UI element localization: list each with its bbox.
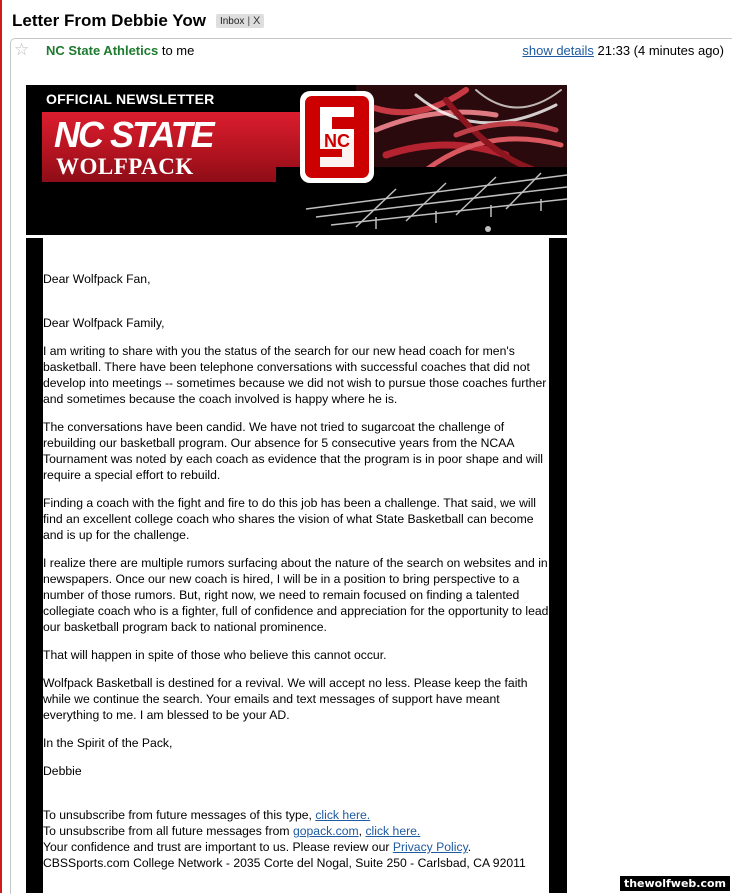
- inbox-label-text: Inbox: [219, 15, 245, 27]
- footer-unsubscribe-all: To unsubscribe from all future messages from gopack.com, click here.: [43, 824, 421, 838]
- sender-name[interactable]: NC State Athletics: [46, 43, 159, 58]
- nc-state-logo-icon: [294, 87, 380, 187]
- unsub-type-link[interactable]: click here.: [315, 808, 371, 822]
- show-details-link[interactable]: show details: [522, 43, 594, 58]
- subject-row: [12, 10, 264, 32]
- brand-title: NC STATE: [54, 114, 213, 155]
- message-time: 21:33 (4 minutes ago): [597, 43, 724, 58]
- unsub-all-link[interactable]: click here.: [365, 824, 421, 838]
- newsletter-header-label: OFFICIAL NEWSLETTER: [46, 91, 215, 107]
- inbox-label-chip[interactable]: [216, 14, 264, 28]
- footer-unsubscribe-type: [43, 807, 549, 823]
- brand-subtitle: WOLFPACK: [56, 154, 194, 179]
- recipient-text: to me: [161, 43, 195, 58]
- gopack-link[interactable]: gopack.com: [292, 824, 359, 838]
- remove-label-button[interactable]: X: [253, 15, 261, 27]
- letter-body: [43, 238, 549, 893]
- svg-text:NC: NC: [324, 131, 350, 151]
- letter-paragraph: Wolfpack Basketball is destined for a revival. We will accept no less. Please keep the faith while we continue the search. Your emails and text messages of support have meant everything to me. I am blessed to be your AD.: [43, 676, 528, 722]
- unsub-type-text: To unsubscribe from future messages of this type,: [43, 808, 312, 822]
- star-icon[interactable]: ☆: [14, 40, 30, 59]
- unsub-all-text: To unsubscribe from all future messages from: [43, 824, 290, 838]
- letter-paragraph: That will happen in spite of those who believe this cannot occur.: [43, 648, 387, 662]
- letter-paragraph: I realize there are multiple rumors surfacing about the nature of the search on websites and in newspapers. Once our new coach is hired, I will be in a position to bring perspective to a number of those rumors. But, right now, we need to remain focused on finding a talented collegiate coach who is a fighter, full of confidence and appreciation for the opportunity to lead our basketball program back to national prominence.: [43, 556, 549, 634]
- letter-paragraph: The conversations have been candid. We have not tried to sugarcoat the challenge of rebuilding our basketball program. Our absence for 5 consecutive years from the NCAA Tournament was noted by each coach as evidence that the program is in poor shape and will require a special effort to rebuild.: [43, 420, 543, 482]
- closing-line: In the Spirit of the Pack,: [43, 736, 173, 750]
- label-separator: |: [247, 15, 251, 27]
- letter-paragraph: I am writing to share with you the status of the search for our new head coach for men's basketball. There have been telephone conversations with successful coaches that did not develop into meetings -- sometimes because we did not wish to pursue those coaches further and sometimes because the coach involved is happy where he is.: [43, 344, 547, 406]
- privacy-policy-link[interactable]: Privacy Policy: [392, 840, 468, 854]
- left-accent-bar: [0, 0, 2, 893]
- letter-paragraph: Finding a coach with the fight and fire to do this job has been a challenge. That said, we will find an excellent college coach who shares the vision of what State Basketball can become and is up for the challenge.: [43, 496, 536, 542]
- greeting-family: Dear Wolfpack Family,: [43, 316, 165, 330]
- watermark: thewolfweb.com: [620, 876, 730, 891]
- footer-privacy: Your confidence and trust are important to us. Please review our Privacy Policy.: [43, 840, 472, 854]
- signature-name: Debbie: [43, 764, 82, 778]
- message-details: [522, 43, 724, 58]
- greeting-fan: Dear Wolfpack Fan,: [43, 272, 151, 286]
- newsletter: [26, 85, 567, 893]
- sender-line: [46, 43, 194, 58]
- email-subject: Letter From Debbie Yow: [12, 11, 206, 30]
- privacy-text: Your confidence and trust are important to us. Please review our: [43, 840, 390, 854]
- footer-address: CBSSports.com College Network - 2035 Corte del Nogal, Suite 250 - Carlsbad, CA 92011: [43, 856, 526, 870]
- newsletter-header: [26, 85, 567, 235]
